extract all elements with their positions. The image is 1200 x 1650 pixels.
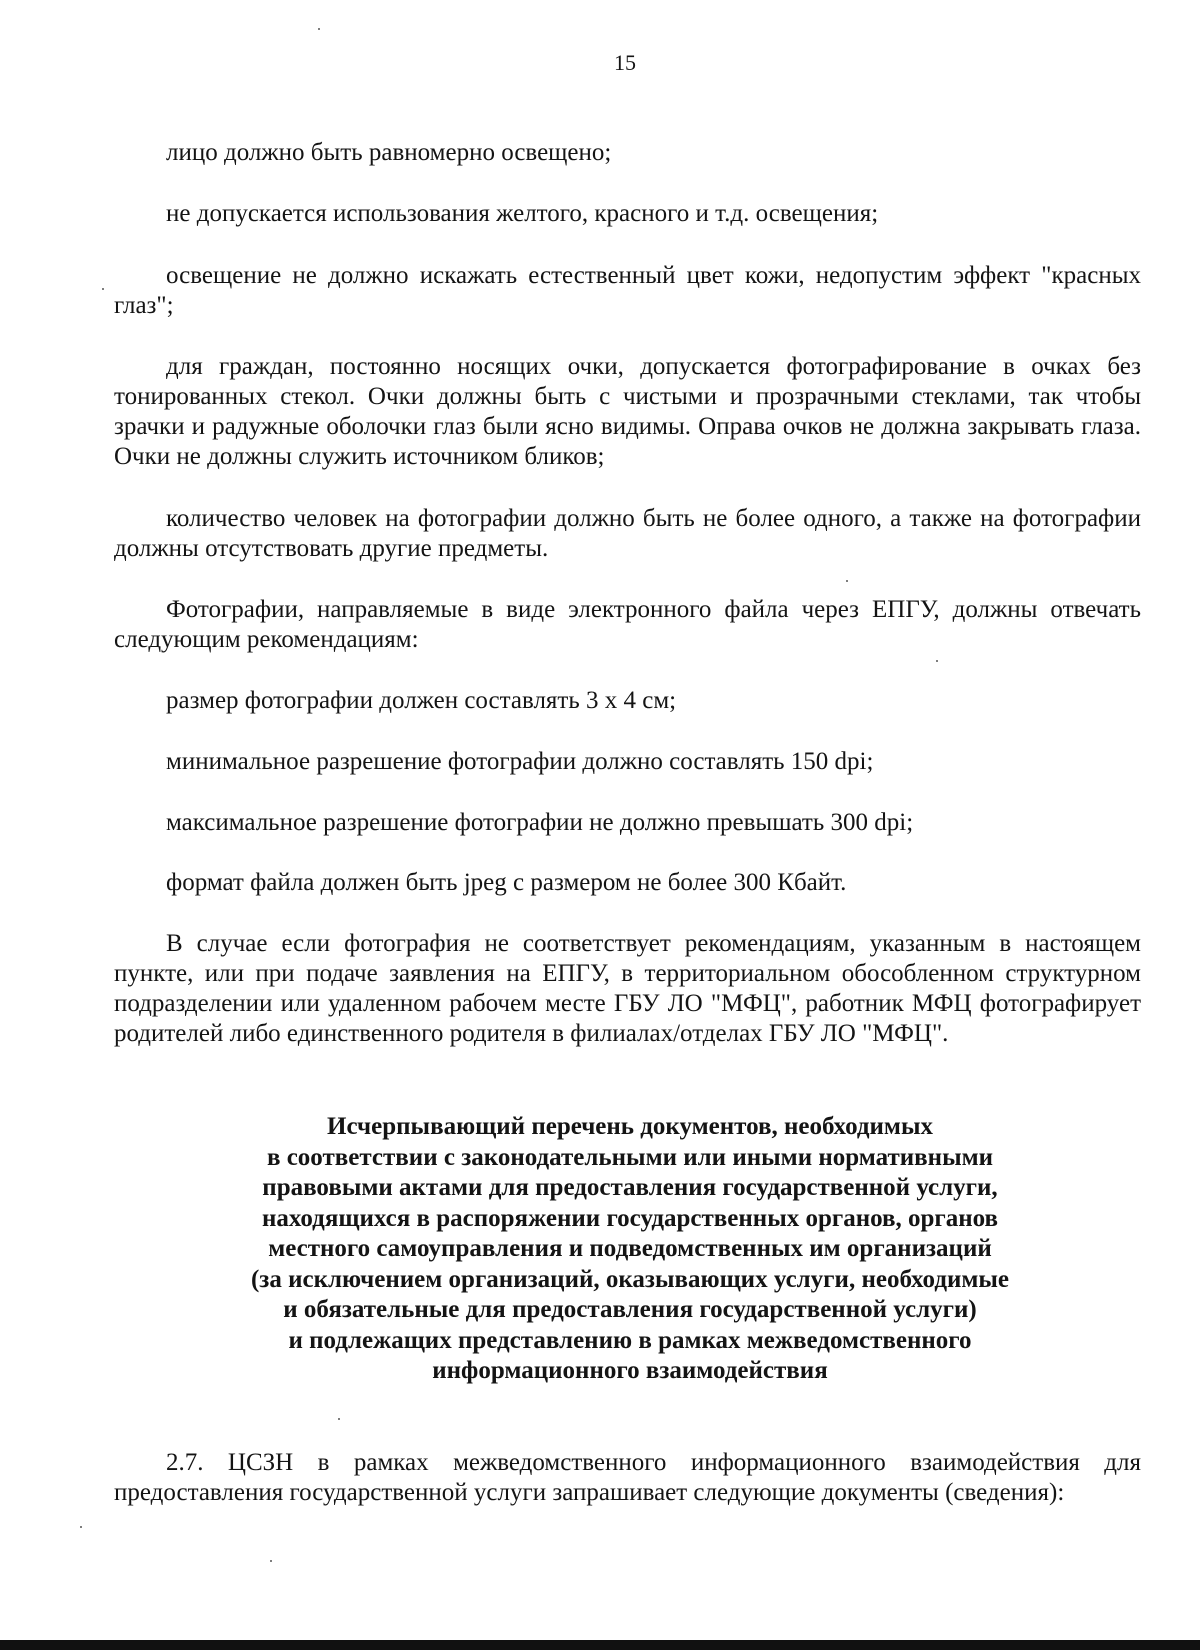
paragraph-lighting-color: не допускается использования желтого, красного и т.д. освещения;	[166, 200, 879, 227]
scan-speck	[846, 580, 848, 582]
paragraph-epgu-photos: Фотографии, направляемые в виде электронного файла через ЕПГУ, должны отвечать следующим рекомендациям:	[114, 596, 1141, 653]
paragraph-lighting-even: лицо должно быть равномерно освещено;	[166, 139, 612, 166]
paragraph-persons-count: количество человек на фотографии должно быть не более одного, а также на фотографии должны отсутствовать другие предметы.	[114, 505, 1141, 562]
scan-speck	[270, 1560, 272, 1562]
heading-line: и обязательные для предоставления государственной услуги)	[283, 1296, 977, 1323]
paragraph-2-7: 2.7. ЦСЗН в рамках межведомственного информационного взаимодействия для предоставления государственной услуги запрашивает следующие документы (сведения):	[114, 1449, 1141, 1506]
heading-line: в соответствии с законодательными или иными нормативными	[266, 1143, 994, 1171]
scan-speck	[936, 660, 938, 662]
paragraph-skin-color: освещение не должно искажать естественный цвет кожи, недопустим эффект "красных глаз";	[114, 262, 1141, 319]
heading-line: Исчерпывающий перечень документов, необходимых	[327, 1113, 933, 1140]
paragraph-file-format: формат файла должен быть jpeg с размером не более 300 Кбайт.	[166, 869, 847, 896]
section-heading	[160, 1112, 1100, 1387]
heading-line: и подлежащих представлению в рамках межведомственного	[288, 1326, 972, 1354]
page-number: 15	[614, 50, 636, 75]
paragraph-min-resolution: минимальное разрешение фотографии должно составлять 150 dpi;	[166, 748, 874, 775]
heading-line: местного самоуправления и подведомственных им организаций	[268, 1235, 992, 1262]
heading-line: информационного взаимодействия	[432, 1357, 828, 1384]
heading-line: (за исключением организаций, оказывающих услуги, необходимые	[250, 1265, 1010, 1293]
heading-line: находящихся в распоряжении государственных органов, органов	[261, 1204, 999, 1232]
scan-speck	[102, 288, 104, 290]
scan-speck	[80, 1526, 82, 1528]
scan-edge-bar	[0, 1640, 1200, 1650]
paragraph-photo-size: размер фотографии должен составлять 3 х 4 см;	[166, 687, 677, 714]
paragraph-glasses: для граждан, постоянно носящих очки, допускается фотографирование в очках без тонированных стекол. Очки должны быть с чистыми и прозрачными стеклами, так чтобы зрачки и радужные оболочки глаз были ясно видимы. Оправа очков не должна закрывать глаза. Очки не должны служить источником бликов;	[114, 353, 1141, 470]
scan-speck	[338, 1418, 340, 1420]
scan-speck	[318, 28, 320, 30]
paragraph-mfc-photo: В случае если фотография не соответствует рекомендациям, указанным в настоящем пункте, или при подаче заявления на ЕПГУ, в территориальном обособленном структурном подразделении или удаленном рабочем месте ГБУ ЛО "МФЦ", работник МФЦ фотографирует родителей либо единственного родителя в филиалах/отделах ГБУ ЛО "МФЦ".	[114, 930, 1141, 1047]
heading-line: правовыми актами для предоставления государственной услуги,	[262, 1174, 998, 1201]
paragraph-max-resolution: максимальное разрешение фотографии не должно превышать 300 dpi;	[166, 809, 914, 836]
